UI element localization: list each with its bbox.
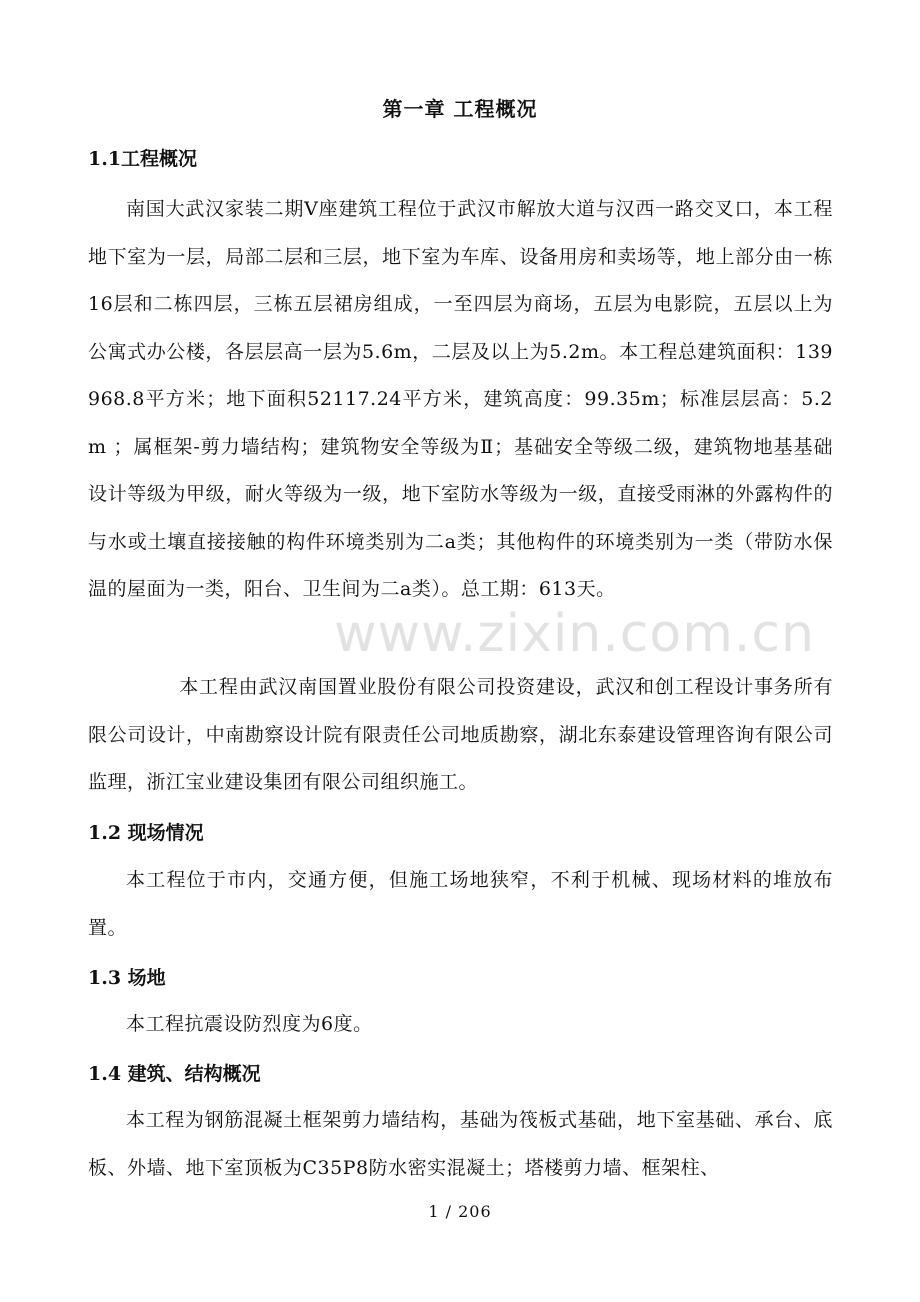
paragraph-site-seismic: 本工程抗震设防烈度为6度。 xyxy=(126,1013,373,1035)
paragraph-site-conditions: 本工程位于市内，交通方便，但施工场地狭窄，不利于机械、现场材料的堆放布置。 xyxy=(88,869,833,939)
watermark: www.zixin.com.cn xyxy=(334,604,815,664)
page-number: 1 / 206 xyxy=(428,1202,492,1221)
section-heading-1-1: 1.1工程概况 xyxy=(88,148,198,170)
section-heading-1-2: 1.2 现场情况 xyxy=(88,822,204,844)
paragraph-project-parties: 本工程由武汉南国置业股份有限公司投资建设，武汉和创工程设计事务所有限公司设计，中南勘察设计院有限责任公司地质勘察，湖北东泰建设管理咨询有限公司监理，浙江宝业建设集团有限公司组织施工。 xyxy=(88,676,833,793)
paragraph-project-overview: 南国大武汉家装二期V座建筑工程位于武汉市解放大道与汉西一路交叉口，本工程地下室为一层，局部二层和三层，地下室为车库、设备用房和卖场等，地上部分由一栋16层和二栋四层，三栋五层裙房组成，一至四层为商场，五层为电影院，五层以上为公寓式办公楼，各层层高一层为5.6m，二层及以上为5.2m。本工程总建筑面积：139968.8平方米；地下面积52117.24平方米，建筑高度：99.35m；标准层层高：5.2m ；属框架-剪力墙结构；建筑物安全等级为Ⅱ；基础安全等级二级，建筑物地基基础设计等级为甲级，耐火等级为一级，地下室防水等级为一级，直接受雨淋的外露构件的与水或土壤直接接触的构件环境类别为二a类；其他构件的环境类别为一类（带防水保温的屋面为一类，阳台、卫生间为二a类）。总工期：613天。 xyxy=(88,198,833,600)
paragraph-structure-overview: 本工程为钢筋混凝土框架剪力墙结构，基础为筏板式基础，地下室基础、承台、底板、外墙、地下室顶板为C35P8防水密实混凝土；塔楼剪力墙、框架柱、 xyxy=(88,1109,833,1179)
section-heading-1-4: 1.4 建筑、结构概况 xyxy=(88,1063,261,1085)
chapter-title: 第一章 工程概况 xyxy=(382,97,538,121)
section-heading-1-3: 1.3 场地 xyxy=(88,967,166,989)
